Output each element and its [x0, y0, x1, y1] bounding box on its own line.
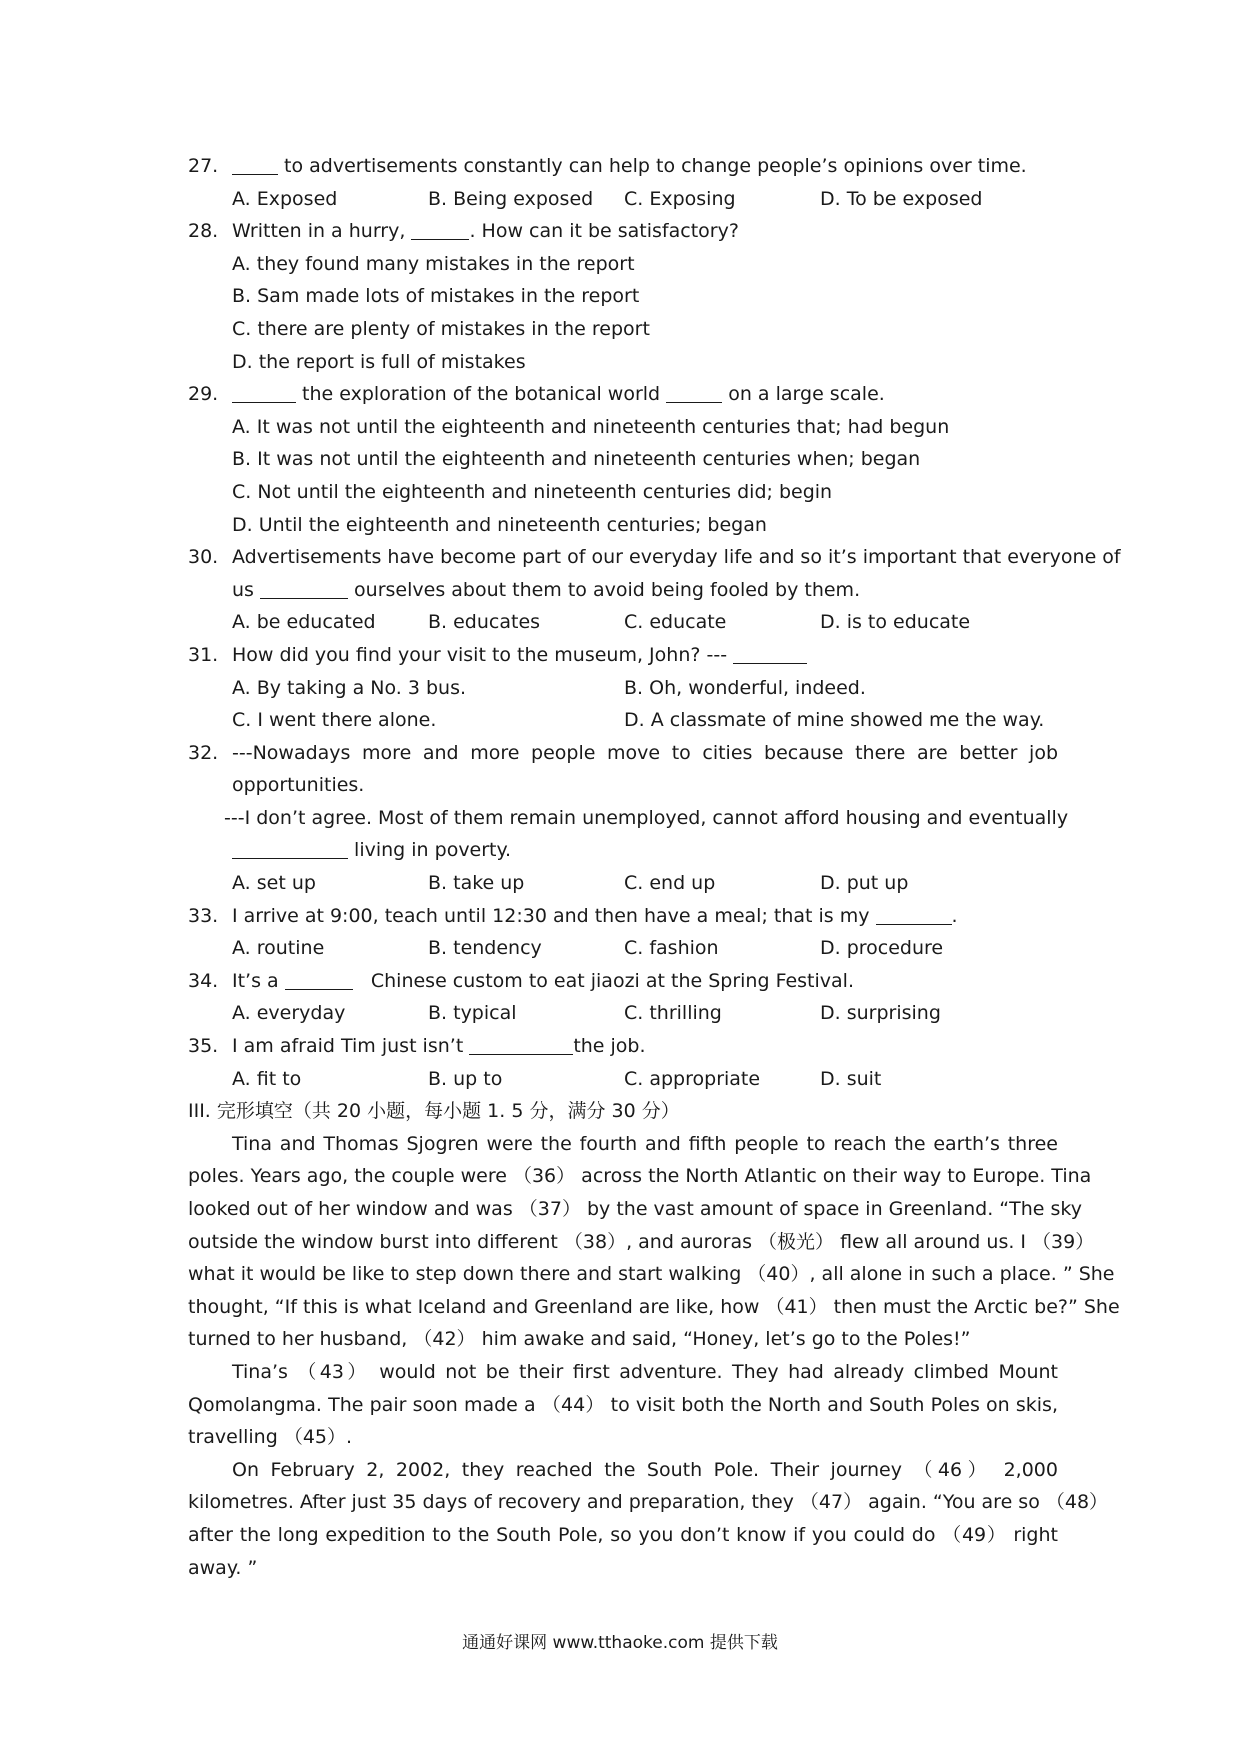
- question-number: 29.: [188, 383, 219, 406]
- option-b: B. educates: [428, 611, 541, 634]
- section-heading: [188, 1095, 1058, 1128]
- passage-line: turned to her husband, （42） him awake and said, “Honey, let’s go to the Poles!”: [188, 1328, 971, 1351]
- options-33: [188, 932, 1058, 965]
- option-d-row: [188, 346, 1058, 379]
- option-d: D. Until the eighteenth and nineteenth centuries; began: [232, 513, 767, 536]
- passage-line: away. ”: [188, 1556, 258, 1579]
- options-27: [188, 183, 1058, 216]
- passage-line: On February 2, 2002, they reached the South Pole. Their journey （46） 2,000: [232, 1458, 1058, 1481]
- cloze-passage: [188, 1128, 1120, 1584]
- option-a: A. fit to: [232, 1067, 302, 1090]
- option-c: C. educate: [624, 611, 727, 634]
- passage-line: Tina and Thomas Sjogren were the fourth and fifth people to reach the earth’s three: [232, 1132, 1058, 1155]
- question-number: 28.: [188, 220, 219, 243]
- option-d: D. procedure: [820, 937, 944, 960]
- passage-line: travelling （45）.: [188, 1426, 353, 1449]
- question-32: [188, 737, 1058, 770]
- option-b-row: [188, 443, 1058, 476]
- answer-blank: [733, 643, 807, 664]
- answer-blank: [232, 838, 348, 859]
- option-b: B. It was not until the eighteenth and nineteenth centuries when; began: [232, 448, 921, 471]
- option-d: D. the report is full of mistakes: [232, 350, 526, 373]
- question-stem: Advertisements have become part of our everyday life and so it’s important that everyone of: [232, 546, 1121, 569]
- options-35: [188, 1063, 1058, 1096]
- passage-line: what it would be like to step down there and start walking （40）, all alone in such a place. ” She: [188, 1263, 1115, 1286]
- option-b: B. take up: [428, 872, 525, 895]
- question-32-reply-cont: living in poverty.: [188, 834, 1058, 867]
- question-stem: the exploration of the botanical world on a large scale.: [232, 378, 885, 411]
- question-number: 33.: [188, 904, 219, 927]
- answer-blank: [411, 219, 469, 240]
- question-stem: I arrive at 9:00, teach until 12:30 and then have a meal; that is my .: [232, 904, 958, 927]
- passage-line: looked out of her window and was （37） by the vast amount of space in Greenland. “The sky: [188, 1198, 1082, 1220]
- question-32-cont: opportunities.: [232, 774, 365, 797]
- option-c: C. thrilling: [624, 1002, 722, 1025]
- option-c: C. Exposing: [624, 187, 736, 210]
- option-c-row: [188, 313, 1058, 346]
- option-a: A. set up: [232, 872, 316, 895]
- option-a: A. everyday: [232, 1002, 346, 1025]
- question-number: 32.: [188, 741, 219, 764]
- question-number: 27.: [188, 155, 219, 177]
- option-c: C. Not until the eighteenth and nineteenth centuries did; begin: [232, 480, 833, 503]
- passage-line: outside the window burst into different （38）, and auroras （极光） flew all around us. I （39）: [188, 1230, 1095, 1253]
- passage-line: after the long expedition to the South Pole, so you don’t know if you could do （49） right: [188, 1523, 1058, 1546]
- question-number: 30.: [188, 546, 219, 569]
- question-stem: to advertisements constantly can help to change people’s opinions over time.: [232, 150, 1027, 183]
- answer-blank: [232, 154, 278, 175]
- option-a-row: [188, 248, 1058, 281]
- question-number: 35.: [188, 1035, 219, 1058]
- option-c-row: [188, 476, 1058, 509]
- options-34: [188, 997, 1058, 1030]
- options-32: [188, 867, 1058, 900]
- option-d: D. surprising: [820, 1002, 941, 1025]
- question-stem: Written in a hurry, . How can it be satisfactory?: [232, 220, 739, 243]
- option-a: A. they found many mistakes in the report: [232, 252, 635, 275]
- option-c: C. end up: [624, 872, 716, 895]
- question-33: [188, 900, 1058, 933]
- option-b: B. up to: [428, 1067, 503, 1090]
- option-b: B. Being exposed: [428, 187, 594, 210]
- answer-blank: [285, 969, 353, 990]
- question-number: 34.: [188, 969, 219, 992]
- answer-blank: [469, 1034, 573, 1055]
- option-d: D. put up: [820, 872, 909, 895]
- question-30: [188, 541, 1121, 574]
- option-c: C. there are plenty of mistakes in the report: [232, 317, 650, 340]
- answer-blank: [876, 904, 952, 925]
- answer-blank: [260, 578, 348, 599]
- option-b: B. Sam made lots of mistakes in the report: [232, 285, 640, 308]
- option-a: A. Exposed: [232, 187, 338, 210]
- question-stem: How did you find your visit to the museum, John? ---: [232, 639, 807, 672]
- question-stem: ---Nowadays more and more people move to cities because there are better job: [232, 741, 1058, 764]
- option-c: C. I went there alone.: [232, 709, 437, 732]
- option-d: D. is to educate: [820, 611, 971, 634]
- answer-blank: [666, 382, 722, 403]
- question-29: [188, 378, 1058, 411]
- option-b-row: [188, 280, 1058, 313]
- exam-page: [188, 150, 1121, 1584]
- question-stem: It’s a Chinese custom to eat jiaozi at the Spring Festival.: [232, 969, 854, 992]
- question-28: [188, 215, 1058, 248]
- option-d: D. To be exposed: [820, 187, 983, 210]
- passage-line: Qomolangma. The pair soon made a （44） to visit both the North and South Poles on skis,: [188, 1393, 1058, 1416]
- option-d: D. suit: [820, 1067, 882, 1090]
- option-d-row: [188, 509, 1058, 542]
- page-footer: 通通好课网 www.tthaoke.com 提供下载: [462, 1633, 778, 1653]
- options-31-ab: [188, 672, 1058, 705]
- question-stem: I am afraid Tim just isn’t the job.: [232, 1035, 646, 1058]
- question-35: [188, 1030, 1058, 1063]
- question-32-reply: ---I don’t agree. Most of them remain unemployed, cannot afford housing and eventually: [224, 806, 1069, 829]
- option-c: C. fashion: [624, 937, 719, 960]
- passage-line: kilometres. After just 35 days of recovery and preparation, they （47） again. “You are so （48）: [188, 1491, 1109, 1514]
- option-c: C. appropriate: [624, 1067, 761, 1090]
- answer-blank: [232, 382, 296, 403]
- passage-line: thought, “If this is what Iceland and Greenland are like, how （41） then must the Arctic be?” She: [188, 1295, 1120, 1318]
- option-a: A. By taking a No. 3 bus.: [232, 676, 467, 699]
- option-d: D. A classmate of mine showed me the way.: [624, 709, 1045, 732]
- options-30: [188, 606, 1058, 639]
- option-b: B. typical: [428, 1002, 517, 1025]
- question-31: [188, 639, 1058, 672]
- section-title: III. 完形填空（共 20 小题，每小题 1. 5 分，满分 30 分）: [188, 1100, 680, 1123]
- question-30-cont: us ourselves about them to avoid being fooled by them.: [232, 578, 861, 601]
- passage-line: Tina’s （43） would not be their first adventure. They had already climbed Mount: [232, 1360, 1058, 1383]
- options-31-cd: [188, 704, 1058, 737]
- passage-line: poles. Years ago, the couple were （36） across the North Atlantic on their way to Europe. Tina: [188, 1165, 1092, 1188]
- option-a: A. It was not until the eighteenth and nineteenth centuries that; had begun: [232, 415, 950, 438]
- option-a-row: [188, 411, 1058, 444]
- option-a: A. be educated: [232, 611, 376, 634]
- question-number: 31.: [188, 643, 219, 666]
- question-34: [188, 965, 1058, 998]
- question-27: [188, 150, 1058, 183]
- option-a: A. routine: [232, 937, 325, 960]
- option-b: B. tendency: [428, 937, 542, 960]
- option-b: B. Oh, wonderful, indeed.: [624, 676, 866, 699]
